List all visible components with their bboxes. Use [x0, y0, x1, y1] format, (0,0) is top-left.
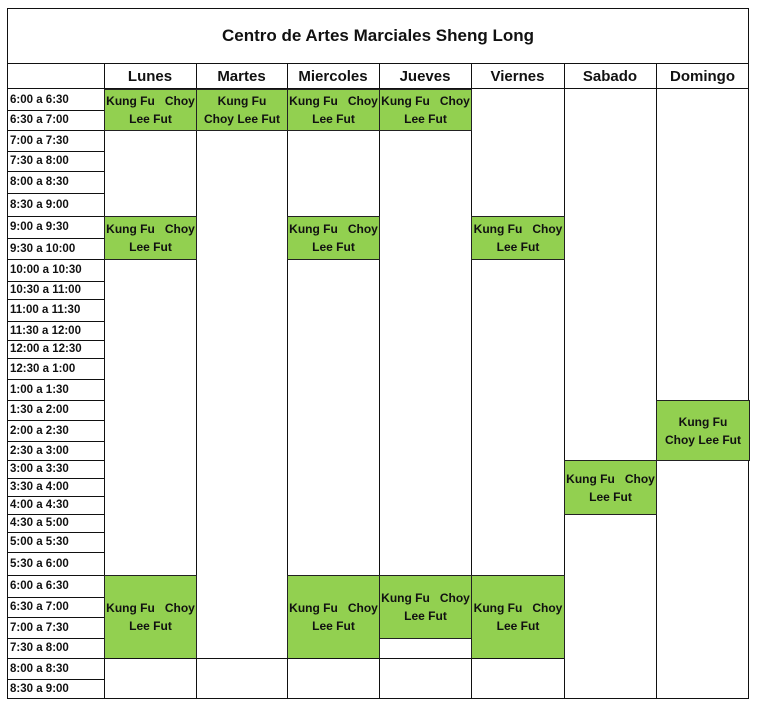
column-divider — [656, 64, 657, 699]
class-block: Kung Fu Choy Lee Fut — [287, 575, 380, 659]
time-slot-label: 12:00 a 12:30 — [10, 343, 82, 355]
row-divider — [7, 110, 105, 111]
class-block: Kung Fu Choy Lee Fut — [287, 89, 380, 131]
day-header-jueves: Jueves — [399, 68, 451, 85]
row-divider — [7, 658, 105, 659]
row-divider — [7, 130, 105, 131]
class-block: Kung Fu Choy Lee Fut — [196, 89, 288, 131]
time-slot-label: 5:00 a 5:30 — [10, 536, 69, 548]
page-title: Centro de Artes Marciales Sheng Long — [7, 8, 749, 64]
cell-divider — [471, 658, 564, 659]
class-block: Kung Fu Choy Lee Fut — [656, 400, 750, 461]
class-block: Kung Fu Choy Lee Fut — [379, 89, 472, 131]
time-slot-label: 3:00 a 3:30 — [10, 463, 69, 475]
row-divider — [7, 216, 105, 217]
row-divider — [7, 151, 105, 152]
row-divider — [7, 420, 105, 421]
day-header-viernes: Viernes — [490, 68, 545, 85]
row-divider — [7, 358, 105, 359]
time-slot-label: 8:00 a 8:30 — [10, 662, 69, 675]
cell-divider — [196, 658, 287, 659]
cell-divider — [104, 658, 196, 659]
row-divider — [7, 238, 105, 239]
time-slot-label: 8:00 a 8:30 — [10, 176, 69, 188]
time-slot-label: 7:30 a 8:00 — [10, 155, 69, 167]
time-slot-label: 5:30 a 6:00 — [10, 557, 69, 570]
class-block: Kung Fu Choy Lee Fut — [104, 89, 197, 131]
time-slot-label: 4:00 a 4:30 — [10, 499, 69, 511]
day-header-sabado: Sabado — [582, 68, 638, 85]
time-slot-label: 8:30 a 9:00 — [10, 198, 69, 211]
class-block: Kung Fu Choy Lee Fut — [471, 575, 565, 659]
day-header-lunes: Lunes — [127, 68, 173, 85]
row-divider — [7, 679, 105, 680]
row-divider — [7, 281, 105, 282]
class-block: Kung Fu Choy Lee Fut — [471, 216, 565, 260]
day-header-domingo: Domingo — [670, 68, 735, 85]
time-slot-label: 6:30 a 7:00 — [10, 601, 69, 613]
day-header-miercoles: Miercoles — [298, 68, 368, 85]
time-slot-label: 2:00 a 2:30 — [10, 424, 69, 437]
row-divider — [7, 171, 105, 172]
time-slot-label: 10:00 a 10:30 — [10, 264, 82, 276]
row-divider — [7, 496, 105, 497]
row-divider — [7, 379, 105, 380]
row-divider — [7, 478, 105, 479]
class-block: Kung Fu Choy Lee Fut — [104, 575, 197, 659]
day-header-martes: Martes — [217, 68, 266, 85]
row-divider — [7, 321, 105, 322]
row-divider — [7, 193, 105, 194]
row-divider — [7, 441, 105, 442]
time-slot-label: 9:30 a 10:00 — [10, 242, 76, 255]
time-slot-label: 8:30 a 9:00 — [10, 683, 69, 695]
cell-divider — [379, 658, 471, 659]
class-block: Kung Fu Choy Lee Fut — [287, 216, 380, 260]
time-slot-label: 11:00 a 11:30 — [10, 304, 81, 316]
row-divider — [7, 638, 105, 639]
row-divider — [7, 340, 105, 341]
row-divider — [7, 597, 105, 598]
row-divider — [7, 299, 105, 300]
row-divider — [7, 575, 105, 576]
row-divider — [7, 552, 105, 553]
time-slot-label: 2:30 a 3:00 — [10, 444, 69, 457]
time-slot-label: 6:30 a 7:00 — [10, 114, 69, 126]
time-slot-label: 1:00 a 1:30 — [10, 383, 69, 396]
row-divider — [7, 514, 105, 515]
time-slot-label: 9:00 a 9:30 — [10, 221, 69, 233]
row-divider — [7, 532, 105, 533]
row-divider — [7, 259, 105, 260]
time-slot-label: 4:30 a 5:00 — [10, 517, 69, 529]
row-divider — [7, 460, 105, 461]
time-slot-label: 10:30 a 11:00 — [10, 284, 81, 296]
row-divider — [7, 400, 105, 401]
time-slot-label: 7:30 a 8:00 — [10, 642, 69, 654]
time-slot-label: 1:30 a 2:00 — [10, 404, 69, 416]
class-block: Kung Fu Choy Lee Fut — [564, 460, 657, 515]
class-block: Kung Fu Choy Lee Fut — [379, 575, 472, 639]
class-block: Kung Fu Choy Lee Fut — [104, 216, 197, 260]
cell-divider — [287, 658, 379, 659]
time-slot-label: 6:00 a 6:30 — [10, 580, 69, 592]
time-slot-label: 6:00 a 6:30 — [10, 93, 69, 106]
time-slot-label: 7:00 a 7:30 — [10, 134, 69, 147]
time-slot-label: 12:30 a 1:00 — [10, 362, 76, 375]
time-slot-label: 11:30 a 12:00 — [10, 324, 81, 337]
time-slot-label: 7:00 a 7:30 — [10, 621, 69, 634]
row-divider — [7, 617, 105, 618]
time-slot-label: 3:30 a 4:00 — [10, 481, 69, 493]
